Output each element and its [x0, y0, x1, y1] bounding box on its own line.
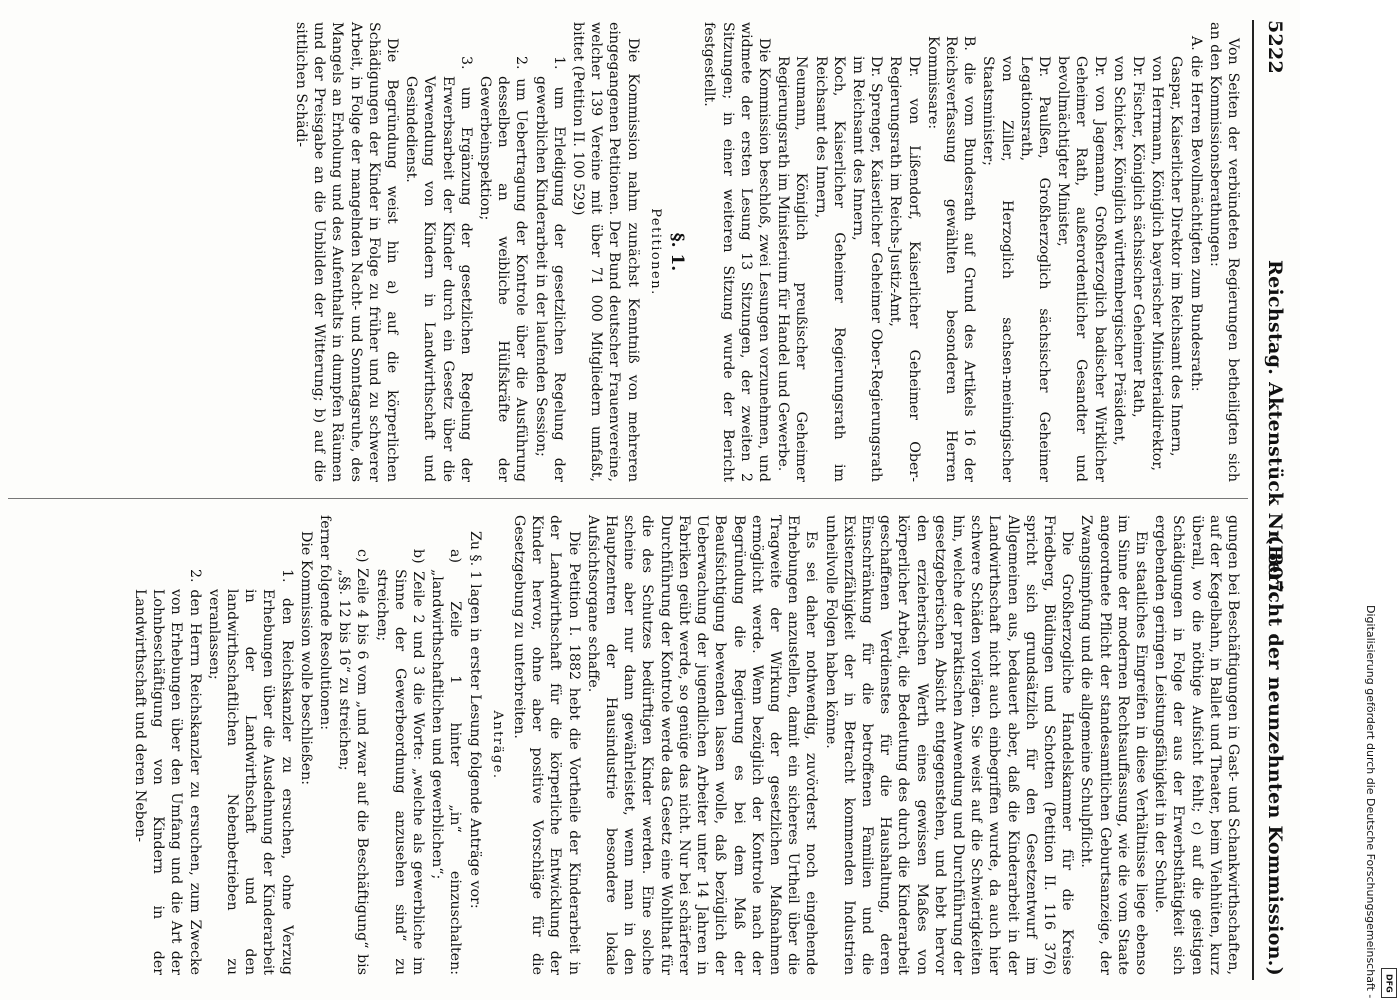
left-column-paragraph: Gaspar, Kaiserlicher Direktor im Reichsamt des Innern, [1168, 56, 1185, 457]
right-column-paragraph: b) Zeile 2 und 3 die Worte: „welche als gewerbliche im Sinne der Gewerbeordnung anzusehen sind“ zu streichen; [373, 549, 427, 975]
right-column-paragraph: Die Petition I. 1882 hebt die Vortheile der Kinderarbeit in der Landwirthschaft für die körperliche Entwicklung der Kinder hervor, ohne aber positive Vorschläge für die Gesetzgebung zu unterbreiten. [511, 515, 582, 975]
right-column-paragraph: Ein staatliches Eingreifen in diese Verhältnisse liege ebenso im Sinne der modernen Rechtsauffassung, wie die vom Staate angeordnete Pflicht der standesamtlichen Geburtsanzeige, der Zwangsimpfung und die allgemeine Schulpflicht. [1078, 515, 1149, 975]
left-column-paragraph: Die Begründung weist hin a) auf die körperlichen Schädigungen der Kinder in Folge zu früher und zu schwerer Arbeit, in Folge der mangelnden Nacht- und Sonntagsruhe, des Mangels an Erholung und des Aufenthalts in dumpfen Räumen und der Preisgabe an die Unbilden der Witterung; b) auf die sittlichen Schädi- [293, 22, 401, 482]
right-column-paragraph: Anträge. [489, 710, 505, 780]
left-column-paragraph: Dr. von Lißendorf, Kaiserlicher Geheimer Ober-Regierungsrath im Reichs-Justiz-Amt, [887, 56, 922, 482]
left-column-paragraph: 2. um Uebertragung der Kontrole über die Ausführung desselben an weibliche Hülfskräfte der Gewerbeinspektion; [477, 56, 530, 482]
right-column [130, 515, 1242, 975]
left-column-paragraph: Dr. von Jagemann, Großherzoglich badischer Wirklicher Geheimer Rath, außerordentlicher Gesandter und bevollmächtigter Minister, [1055, 56, 1108, 482]
header-rule [1252, 20, 1254, 980]
right-column-paragraph: Die Großherzogliche Handelskammer für die Kreise Friedberg, Büdingen und Schotten (Petition II. 116 376) spricht sich grundsätzlich für den Gesetzentwurf im Allgemeinen aus, bedauert aber, daß die Kinderarbeit in der Landwirthschaft nicht auch einbegriffen wurde, da auch hier schwere Schäden vorlägen. Sie weist auf die Schwierigkeiten hin, welche der praktischen Anwendung und Durchführung der gesetzgeberischen Absicht entgegenstehen, und hebt hervor den erzieherischen Werth eines gewissen Maßes von körperlicher Arbeit, die Bedeutung des durch die Kinderarbeit geschaffenen Verdienstes für die Haushaltung, deren Einschränkung für die betroffenen Familien und die Existenzfähigkeit der in Betracht kommenden Industrien unheilvolle Folgen haben könne. [822, 515, 1076, 975]
right-column-paragraph: a) Zeile 1 hinter „in“ einzuschalten: „landwirthschaftlichen und gewerblichen“; [429, 549, 464, 975]
left-column-paragraph: Koch, Kaiserlicher Geheimer Regierungsrath im Reichsamt des Innern, [812, 56, 847, 482]
dfg-logo: DFG [1381, 968, 1397, 998]
left-column-paragraph: Dr. Sprenger, Kaiserlicher Geheimer Ober-Regierungsrath im Reichsamt des Innern, [849, 56, 885, 482]
left-column-paragraph: Petitionen. [647, 208, 663, 296]
right-column-paragraph: 2. den Herrn Reichskanzler zu ersuchen, zum Zwecke von Erhebungen über den Umfang und die Art der Lohnbeschäftigung von Kindern in der Landwirthschaft und deren Neben- [132, 569, 203, 975]
left-column-paragraph: Die Kommission beschloß, zwei Lesungen vorzunehmen, und widmete der ersten Lesung 13 Sitzungen, der zweiten 2 Sitzungen; in einer weiteren Sitzung wurde der Bericht festgestellt. [701, 22, 772, 482]
left-column-paragraph: von Schicker, Königlich württembergischer Präsident, [1110, 56, 1127, 446]
left-column-paragraph: Von Seiten der verbündeten Regierungen betheiligten sich an den Kommissionsberathungen: [1206, 22, 1241, 482]
left-column-paragraph: Neumann, Königlich preußischer Geheimer Regierungsrath im Ministerium für Handel und Gewerbe. [775, 56, 810, 482]
left-column-paragraph: Dr. Fischer, Königlich sächsischer Geheimer Rath, [1129, 56, 1146, 418]
left-column-paragraph: A. die Herren Bevollmächtigten zum Bundesrath: [1187, 36, 1204, 392]
left-column-paragraph: Dr. Paulßen, Großherzoglich sächsischer Geheimer Legationsrath, [1017, 56, 1052, 482]
right-column-paragraph: Es sei daher nothwendig, zuvörderst noch eingehende Erhebungen anzustellen, damit ein sicheres Urtheil über die Tragweite der Wirkung der gesetzlichen Maßnahmen ermöglicht werde. Wenn bezüglich der Kontrole nach der Begründung die Regierung es bei dem Maß der Beaufsichtigung bewenden lassen wolle, daß bezüglich der Ueberwachung der jugendlichen Arbeiter unter 14 Jahren in Fabriken geübt werde, so genüge das nicht. Nur bei schärferer Durchführung der Kontrole werde das Gesetz eine Wohlthat für die des Schutzes bedürftigen Kinder werden. Eine solche scheine aber nur dann gewährleistet, wenn man in den Hauptzentren der Hausindustrie besondere lokale Aufsichtsorgane schaffe. [584, 515, 820, 975]
right-column-paragraph: Die Kommission wolle beschließen: [297, 531, 314, 786]
right-column-paragraph: Zu §. 1 lagen in erster Lesung folgende Anträge vor: [466, 531, 483, 909]
page-number: 5222 [1264, 20, 1286, 75]
digitization-credit: Digitalisierung gefördert durch die Deutsche Forschungsgemeinschaft - [1364, 605, 1377, 999]
left-column-paragraph: Die Kommission nahm zunächst Kenntniß von mehreren eingegangenen Petitionen. Der Bund deutscher Frauenvereine, welcher 139 Vereine mit über 71 000 Mitgliedern umfaßt, bittet (Petition II. 100 529) [570, 22, 641, 482]
right-column-paragraph: gungen bei Beschäftigungen in Gast- und Schankwirthschaften, auf der Kegelbahn, in Ballet und Theater, beim Viehhüten, kurz überall, wo die nöthige Aufsicht fehlt; c) auf die geistigen Schädigungen in Folge der aus der Erwerbsthätigkeit sich ergebenden geringen Leistungsfähigkeit in der Schule. [1152, 515, 1241, 975]
left-column-paragraph: von Ziller, Herzoglich sachsen-meiningischer Staatsminister; [980, 56, 1015, 482]
left-column-paragraph: B. die vom Bundesrath auf Grund des Artikels 16 der Reichsverfassung gewählten besonderen Herren Kommissare: [924, 36, 978, 482]
right-column-paragraph: ferner folgende Resolutionen: [317, 515, 334, 730]
page-title: Reichstag. Aktenstück Nr. 807. [1264, 260, 1286, 601]
page-header [1256, 20, 1286, 980]
right-column-paragraph: 1. den Reichskanzler zu ersuchen, ohne Verzug Erhebungen über die Ausdehnung der Kinderarbeit in der Landwirthschaft und den landwirthschaftlichen Nebenbetrieben zu veranlassen; [205, 569, 295, 975]
right-column-paragraph: c) Zeile 4 bis 6 vom „und zwar auf die Beschäftigung“ bis „§§. 12 bis 16“ zu streichen; [336, 549, 371, 975]
column-divider [8, 498, 1248, 499]
left-column-paragraph: von Herrmann, Königlich bayerischer Ministerialdirektor, [1149, 56, 1166, 472]
left-column-paragraph: §. 1. [667, 232, 688, 272]
left-column [291, 22, 1242, 482]
left-column-paragraph: 1. um Erledigung der gesetzlichen Regelung der gewerblichen Kinderarbeit in der laufenden Session; [532, 56, 567, 482]
left-column-paragraph: 3. um Ergänzung der gesetzlichen Regelung der Erwerbsarbeit der Kinder durch ein Gesetz über die Verwendung von Kindern in Landwirthschaft und Gesindedienst. [403, 56, 474, 482]
page-subtitle: (Bericht der neunzehnten Kommission.) [1264, 535, 1286, 976]
